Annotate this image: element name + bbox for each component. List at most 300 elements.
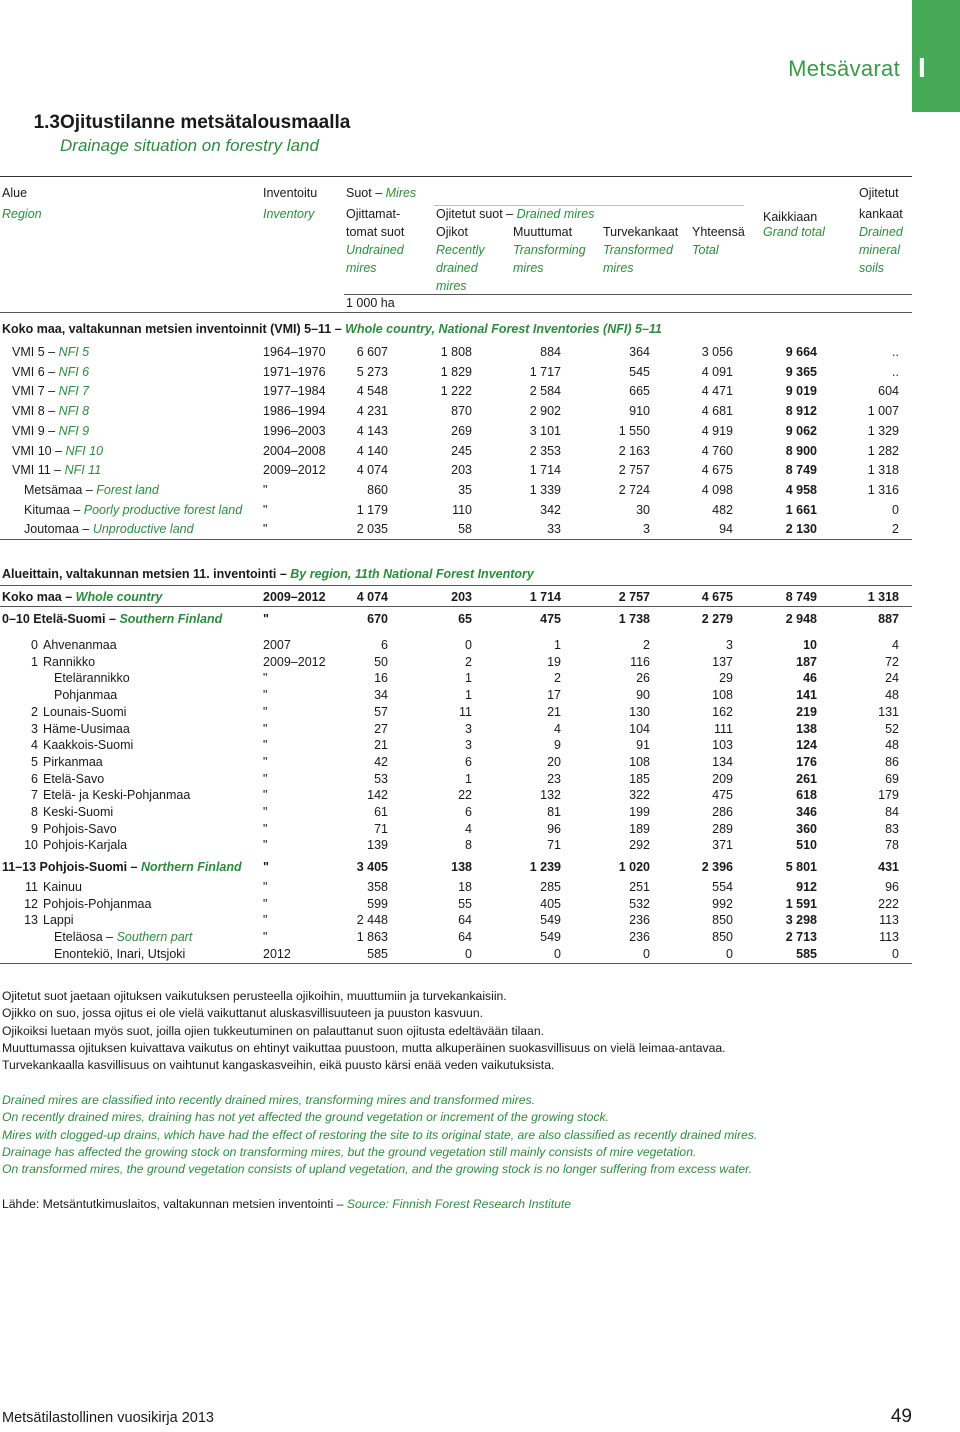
value-c7: 113: [879, 913, 899, 928]
value-c6: 912: [796, 880, 817, 894]
value-c7: 4: [892, 638, 899, 652]
value-c6: 9 664: [785, 345, 817, 359]
col-transforming-fi: Muuttumat: [513, 225, 573, 239]
col-total-fi: Yhteensä: [692, 225, 745, 239]
inventory-period: ": [263, 688, 268, 703]
inventory-period: ": [263, 930, 268, 945]
value-c4: 1 020: [618, 860, 650, 874]
value-c4: 116: [630, 654, 650, 669]
value-c5: 4 471: [701, 384, 733, 399]
table-bottom-rule: [0, 963, 912, 964]
value-c2: 64: [458, 913, 472, 928]
nfi-row-label: VMI 6 – NFI 6: [12, 364, 90, 379]
value-c6: 10: [803, 638, 817, 652]
value-c1: 2 035: [356, 522, 388, 537]
value-c4: 90: [636, 688, 650, 703]
value-c1: 4 231: [356, 404, 388, 419]
value-c1: 6: [381, 638, 388, 652]
value-c5: 850: [712, 930, 733, 945]
chapter-tab: [912, 0, 960, 112]
value-c3: 549: [540, 913, 561, 928]
value-c5: 29: [719, 671, 733, 686]
value-c6: 346: [796, 805, 817, 819]
col-inventory-fi: Inventoitu: [263, 186, 318, 200]
header-bottom-rule: [0, 312, 912, 313]
value-c3: 23: [547, 771, 561, 786]
source-line: Lähde: Metsäntutkimuslaitos, valtakunnan metsien inventointi – Source: Finnish Forest Research Institute: [2, 1197, 572, 1211]
unit-label: 1 000 ha: [346, 296, 395, 310]
value-c1: 57: [374, 704, 388, 719]
region-code: 3: [31, 721, 38, 736]
value-c5: 111: [713, 721, 733, 736]
value-c1: 5 273: [356, 364, 388, 379]
value-c5: 289: [712, 821, 733, 836]
col-soils-fi: Ojitetut: [859, 186, 899, 200]
value-c2: 0: [465, 946, 472, 961]
value-c4: 199: [629, 805, 650, 819]
region-code: 8: [31, 805, 38, 819]
region-name: Rannikko: [43, 654, 96, 669]
value-c7: 0: [892, 946, 899, 961]
value-c2: 1: [465, 688, 472, 703]
value-c3: 96: [547, 821, 561, 836]
inventory-period: ": [263, 896, 268, 911]
value-c6: 2 130: [785, 522, 817, 537]
value-c7: 1 318: [867, 590, 899, 604]
col-inventory-en: Inventory: [263, 207, 315, 221]
value-c1: 358: [367, 880, 388, 894]
value-c6: 3 298: [785, 913, 817, 928]
value-c3: 33: [547, 522, 561, 537]
value-c7: ..: [892, 364, 899, 379]
value-c1: 50: [374, 654, 388, 669]
value-c3: 9: [554, 738, 561, 753]
value-c6: 2 713: [785, 930, 817, 945]
value-c2: 3: [465, 721, 472, 736]
region-name: Etelä- ja Keski-Pohjanmaa: [43, 788, 191, 803]
value-c5: 554: [712, 880, 733, 894]
region-code: 1: [31, 654, 38, 669]
inventory-period: ": [263, 880, 268, 894]
value-c4: 1 738: [618, 612, 650, 626]
value-c6: 510: [796, 838, 817, 853]
col-recent-fi: Ojikot: [436, 225, 468, 239]
value-c2: 55: [458, 896, 472, 911]
value-c5: 4 098: [701, 482, 733, 497]
region-name: Pohjanmaa: [54, 688, 118, 703]
col-soils-fi-2: kankaat: [859, 207, 903, 221]
value-c7: ..: [892, 345, 899, 359]
region-code: 0: [31, 638, 38, 652]
value-c4: 130: [629, 704, 650, 719]
col-soils-en-3: soils: [859, 261, 885, 275]
value-c5: 475: [712, 788, 733, 803]
value-c4: 322: [629, 788, 650, 803]
value-c7: 84: [885, 805, 899, 819]
value-c2: 203: [451, 590, 472, 604]
value-c3: 1 339: [529, 482, 561, 497]
value-c2: 65: [458, 612, 472, 626]
value-c1: 71: [374, 821, 388, 836]
value-c3: 1: [554, 638, 561, 652]
note-fi: Ojitetut suot jaetaan ojituksen vaikutuksen perusteella ojikoihin, muuttumiin ja turvekankaisiin.: [2, 989, 507, 1003]
value-c3: 1 239: [529, 860, 561, 874]
inventory-period: ": [263, 738, 268, 753]
value-c5: 94: [719, 522, 733, 537]
value-c3: 2: [554, 671, 561, 686]
region-code: 11: [25, 880, 38, 894]
value-c5: 286: [712, 805, 733, 819]
value-c1: 139: [367, 838, 388, 853]
nfi-row-label: Kitumaa – Poorly productive forest land: [24, 502, 243, 517]
region-name: Eteläosa – Southern part: [54, 930, 193, 945]
col-region-en: Region: [2, 207, 42, 221]
section2-top-rule: [0, 585, 912, 586]
value-c3: 71: [547, 838, 561, 853]
value-c4: 2 757: [618, 463, 650, 478]
value-c6: 261: [796, 771, 817, 786]
table-title: [2, 112, 350, 156]
note-en: Mires with clogged-up drains, which have had the effect of restoring the site to its original state, are also classified as recently drained mires.: [2, 1127, 758, 1142]
value-c6: 4 958: [785, 482, 817, 497]
col-recent-en-2: drained: [436, 261, 478, 275]
region-name: Enontekiö, Inari, Utsjoki: [54, 946, 186, 961]
value-c7: 83: [885, 821, 899, 836]
notes-en: [2, 1092, 757, 1178]
value-c6: 141: [796, 688, 817, 703]
section1-heading: Koko maa, valtakunnan metsien inventoinnit (VMI) 5–11 – Whole country, National Forest Inventories (NFI) 5–11: [2, 322, 662, 336]
value-c4: 189: [629, 821, 650, 836]
value-c3: 81: [547, 805, 561, 819]
value-c1: 2 448: [356, 913, 388, 928]
value-c5: 3 056: [701, 345, 733, 359]
group-row-label: 11–13 Pohjois-Suomi – Northern Finland: [2, 860, 242, 874]
inventory-period: 1986–1994: [263, 404, 326, 419]
value-c2: 4: [465, 821, 472, 836]
value-c1: 3 405: [356, 860, 388, 874]
value-c3: 2 902: [529, 404, 561, 419]
value-c3: 21: [547, 704, 561, 719]
value-c4: 3: [643, 522, 650, 537]
value-c7: 24: [885, 671, 899, 686]
value-c6: 1 661: [785, 502, 817, 517]
value-c4: 104: [629, 721, 650, 736]
col-recent-en-3: mires: [436, 279, 467, 293]
value-c1: 599: [367, 896, 388, 911]
nfi-row-label: VMI 7 – NFI 7: [12, 384, 90, 399]
value-c1: 4 140: [356, 443, 388, 458]
value-c4: 292: [629, 838, 650, 853]
value-c5: 108: [712, 688, 733, 703]
value-c3: 19: [547, 654, 561, 669]
col-recent-en: Recently: [436, 243, 485, 257]
value-c4: 1 550: [618, 423, 650, 438]
value-c5: 2 396: [701, 860, 733, 874]
value-c7: 887: [878, 612, 899, 626]
value-c7: 222: [878, 896, 899, 911]
value-c4: 364: [629, 345, 650, 359]
region-name: Kainuu: [43, 880, 82, 894]
value-c5: 992: [712, 896, 733, 911]
value-c4: 532: [629, 896, 650, 911]
value-c7: 1 316: [867, 482, 899, 497]
col-soils-en-2: mineral: [859, 243, 900, 257]
col-drained-header: Ojitetut suot – Drained mires: [436, 207, 595, 221]
value-c4: 0: [643, 946, 650, 961]
section-header: Metsävarat: [788, 56, 900, 81]
value-c4: 26: [636, 671, 650, 686]
value-c2: 203: [451, 463, 472, 478]
value-c5: 209: [712, 771, 733, 786]
value-c4: 251: [629, 880, 650, 894]
value-c1: 42: [374, 754, 388, 769]
nfi-row-label: VMI 10 – NFI 10: [12, 443, 104, 458]
inventory-period: 2009–2012: [263, 463, 326, 478]
footer-publication: Metsätilastollinen vuosikirja 2013: [2, 1410, 214, 1426]
value-c6: 360: [796, 821, 817, 836]
value-c7: 604: [878, 384, 899, 399]
region-name: Keski-Suomi: [43, 805, 114, 819]
value-c7: 86: [885, 754, 899, 769]
value-c6: 9 365: [785, 364, 817, 379]
region-name: Etelä-Savo: [43, 771, 105, 786]
value-c3: 2 353: [529, 443, 561, 458]
value-c1: 1 863: [356, 930, 388, 945]
table-number: 1.3: [33, 112, 60, 133]
value-c1: 585: [367, 946, 388, 961]
value-c4: 910: [629, 404, 650, 419]
region-code: 10: [24, 838, 38, 853]
region-name: Pirkanmaa: [43, 754, 103, 769]
col-mires-header: Suot – Mires: [346, 186, 417, 200]
value-c7: 2: [892, 522, 899, 537]
value-c4: 665: [629, 384, 650, 399]
value-c6: 124: [796, 738, 817, 753]
inventory-period: 1971–1976: [263, 364, 326, 379]
value-c5: 4 675: [701, 463, 733, 478]
col-undrained-fi-2: tomat suot: [346, 225, 405, 239]
group-row-label: Koko maa – Whole country: [2, 590, 163, 604]
region-code: 2: [31, 704, 38, 719]
inventory-period: 1996–2003: [263, 423, 326, 438]
value-c2: 1 222: [440, 384, 472, 399]
value-c4: 236: [629, 913, 650, 928]
note-fi: Ojikko on suo, jossa ojitus ei ole vielä vaikuttanut aluskasvillisuuteen ja puuston kasvuun.: [2, 1006, 484, 1021]
region-code: 4: [31, 738, 38, 753]
nfi-row-label: VMI 8 – NFI 8: [12, 404, 90, 419]
value-c5: 4 675: [701, 590, 733, 604]
value-c6: 5 801: [785, 860, 817, 874]
value-c3: 549: [540, 930, 561, 945]
region-name: Lounais-Suomi: [43, 704, 127, 719]
col-transformed-en: Transformed: [603, 243, 673, 257]
inventory-period: ": [263, 704, 268, 719]
col-undrained-fi: Ojittamat-: [346, 207, 401, 221]
value-c7: 1 329: [867, 423, 899, 438]
value-c6: 8 900: [785, 443, 817, 458]
region-name: Lappi: [43, 913, 74, 928]
value-c4: 236: [629, 930, 650, 945]
value-c1: 860: [367, 482, 388, 497]
value-c2: 138: [451, 860, 472, 874]
note-fi: Muuttumassa ojituksen kuivattava vaikutus on ehtinyt vaikuttaa puustoon, mutta alkuperäinen suokasvillisuus on vielä leimaa-antavaa.: [2, 1040, 726, 1055]
value-c2: 3: [465, 738, 472, 753]
value-c6: 9 019: [785, 384, 817, 399]
value-c5: 2 279: [701, 612, 733, 626]
value-c2: 58: [458, 522, 472, 537]
chapter-numeral: I: [918, 52, 926, 83]
value-c1: 27: [374, 721, 388, 736]
value-c1: 4 143: [356, 423, 388, 438]
value-c1: 21: [374, 738, 388, 753]
value-c6: 618: [796, 788, 817, 803]
nfi-row-label: Metsämaa – Forest land: [24, 482, 159, 497]
value-c2: 1: [465, 771, 472, 786]
value-c6: 2 948: [785, 612, 817, 626]
value-c2: 1 808: [440, 345, 472, 359]
value-c3: 1 717: [529, 364, 561, 379]
value-c3: 884: [540, 345, 561, 359]
value-c6: 219: [796, 704, 817, 719]
value-c2: 6: [465, 754, 472, 769]
value-c3: 1 714: [529, 463, 561, 478]
value-c1: 670: [367, 612, 388, 626]
value-c7: 113: [879, 930, 899, 945]
value-c4: 91: [636, 738, 650, 753]
value-c3: 475: [540, 612, 561, 626]
value-c5: 134: [712, 754, 733, 769]
region-code: 13: [24, 913, 38, 928]
value-c7: 96: [885, 880, 899, 894]
value-c4: 185: [629, 771, 650, 786]
value-c5: 103: [712, 738, 733, 753]
inventory-period: ": [263, 522, 268, 537]
value-c3: 17: [547, 688, 561, 703]
section2-heading: Alueittain, valtakunnan metsien 11. inventointi – By region, 11th National Forest Inventory: [2, 567, 534, 581]
title-en: Drainage situation on forestry land: [60, 136, 319, 155]
value-c7: 69: [885, 771, 899, 786]
value-c4: 545: [629, 364, 650, 379]
value-c6: 46: [803, 671, 817, 686]
inventory-period: ": [263, 671, 268, 686]
value-c7: 48: [885, 688, 899, 703]
value-c7: 0: [892, 502, 899, 517]
region-code: 5: [31, 754, 38, 769]
value-c3: 1 714: [529, 590, 561, 604]
col-region-fi: Alue: [2, 186, 28, 200]
value-c3: 20: [547, 754, 561, 769]
value-c1: 53: [374, 771, 388, 786]
col-transformed-fi: Turvekankaat: [603, 225, 679, 239]
inventory-period: ": [263, 721, 268, 736]
inventory-period: ": [263, 821, 268, 836]
value-c2: 110: [452, 502, 472, 517]
value-c5: 162: [712, 704, 733, 719]
whole-country-rule: [0, 606, 912, 607]
value-c2: 1 829: [440, 364, 472, 379]
value-c7: 1 282: [867, 443, 899, 458]
nfi-row-label: Joutomaa – Unproductive land: [24, 522, 194, 537]
value-c7: 72: [885, 654, 899, 669]
value-c5: 482: [712, 502, 733, 517]
value-c2: 11: [459, 704, 472, 719]
value-c2: 22: [458, 788, 472, 803]
value-c5: 3: [726, 638, 733, 652]
value-c5: 850: [712, 913, 733, 928]
value-c7: 78: [885, 838, 899, 853]
value-c3: 2 584: [529, 384, 561, 399]
inventory-period: 2007: [263, 638, 291, 652]
value-c7: 52: [885, 721, 899, 736]
nfi-row-label: VMI 9 – NFI 9: [12, 423, 90, 438]
value-c2: 1: [465, 671, 472, 686]
value-c7: 1 318: [867, 463, 899, 478]
region-name: Kaakkois-Suomi: [43, 738, 134, 753]
unit-rule: [344, 294, 912, 295]
col-total-en: Total: [692, 243, 719, 257]
col-transforming-en-2: mires: [513, 261, 544, 275]
value-c3: 285: [540, 880, 561, 894]
region-code: 6: [31, 771, 38, 786]
region-name: Pohjois-Pohjanmaa: [43, 896, 152, 911]
table-top-rule: [0, 176, 912, 177]
value-c2: 18: [458, 880, 472, 894]
value-c1: 34: [374, 688, 388, 703]
value-c7: 48: [885, 738, 899, 753]
value-c1: 1 179: [356, 502, 388, 517]
region-code: 12: [24, 896, 38, 911]
value-c3: 0: [554, 946, 561, 961]
region-code: 9: [31, 821, 38, 836]
value-c6: 8 749: [785, 590, 817, 604]
value-c2: 6: [465, 805, 472, 819]
value-c1: 142: [367, 788, 388, 803]
value-c2: 870: [451, 404, 472, 419]
value-c2: 269: [451, 423, 472, 438]
inventory-period: 1964–1970: [263, 345, 326, 359]
value-c3: 4: [554, 721, 561, 736]
value-c2: 64: [458, 930, 472, 945]
value-c5: 371: [712, 838, 733, 853]
notes-fi: [2, 988, 726, 1074]
value-c3: 405: [540, 896, 561, 911]
inventory-period: ": [263, 805, 268, 819]
value-c3: 3 101: [529, 423, 561, 438]
inventory-period: 2009–2012: [263, 590, 326, 604]
nfi-row-label: VMI 11 – NFI 11: [12, 463, 102, 478]
value-c2: 0: [465, 638, 472, 652]
inventory-period: ": [263, 502, 268, 517]
value-c4: 108: [629, 754, 650, 769]
nfi-row-label: VMI 5 – NFI 5: [12, 345, 90, 359]
value-c7: 131: [878, 704, 899, 719]
value-c1: 61: [374, 805, 388, 819]
footer-page-number: 49: [890, 1406, 912, 1427]
inventory-period: ": [263, 771, 268, 786]
region-name: Pohjois-Karjala: [43, 838, 128, 853]
col-transformed-en-2: mires: [603, 261, 634, 275]
inventory-period: ": [263, 860, 269, 874]
inventory-period: 2012: [263, 946, 291, 961]
col-grand-en: Grand total: [763, 225, 825, 239]
col-undrained-en-2: mires: [346, 261, 377, 275]
region-name: Etelärannikko: [54, 671, 130, 686]
inventory-period: ": [263, 838, 268, 853]
region-code: 7: [31, 788, 38, 803]
col-transforming-en: Transforming: [513, 243, 586, 257]
note-en: On transformed mires, the ground vegetation consists of upland vegetation, and the growing stock is no longer suffering from excess water.: [2, 1162, 753, 1177]
col-soils-en: Drained: [859, 225, 903, 239]
